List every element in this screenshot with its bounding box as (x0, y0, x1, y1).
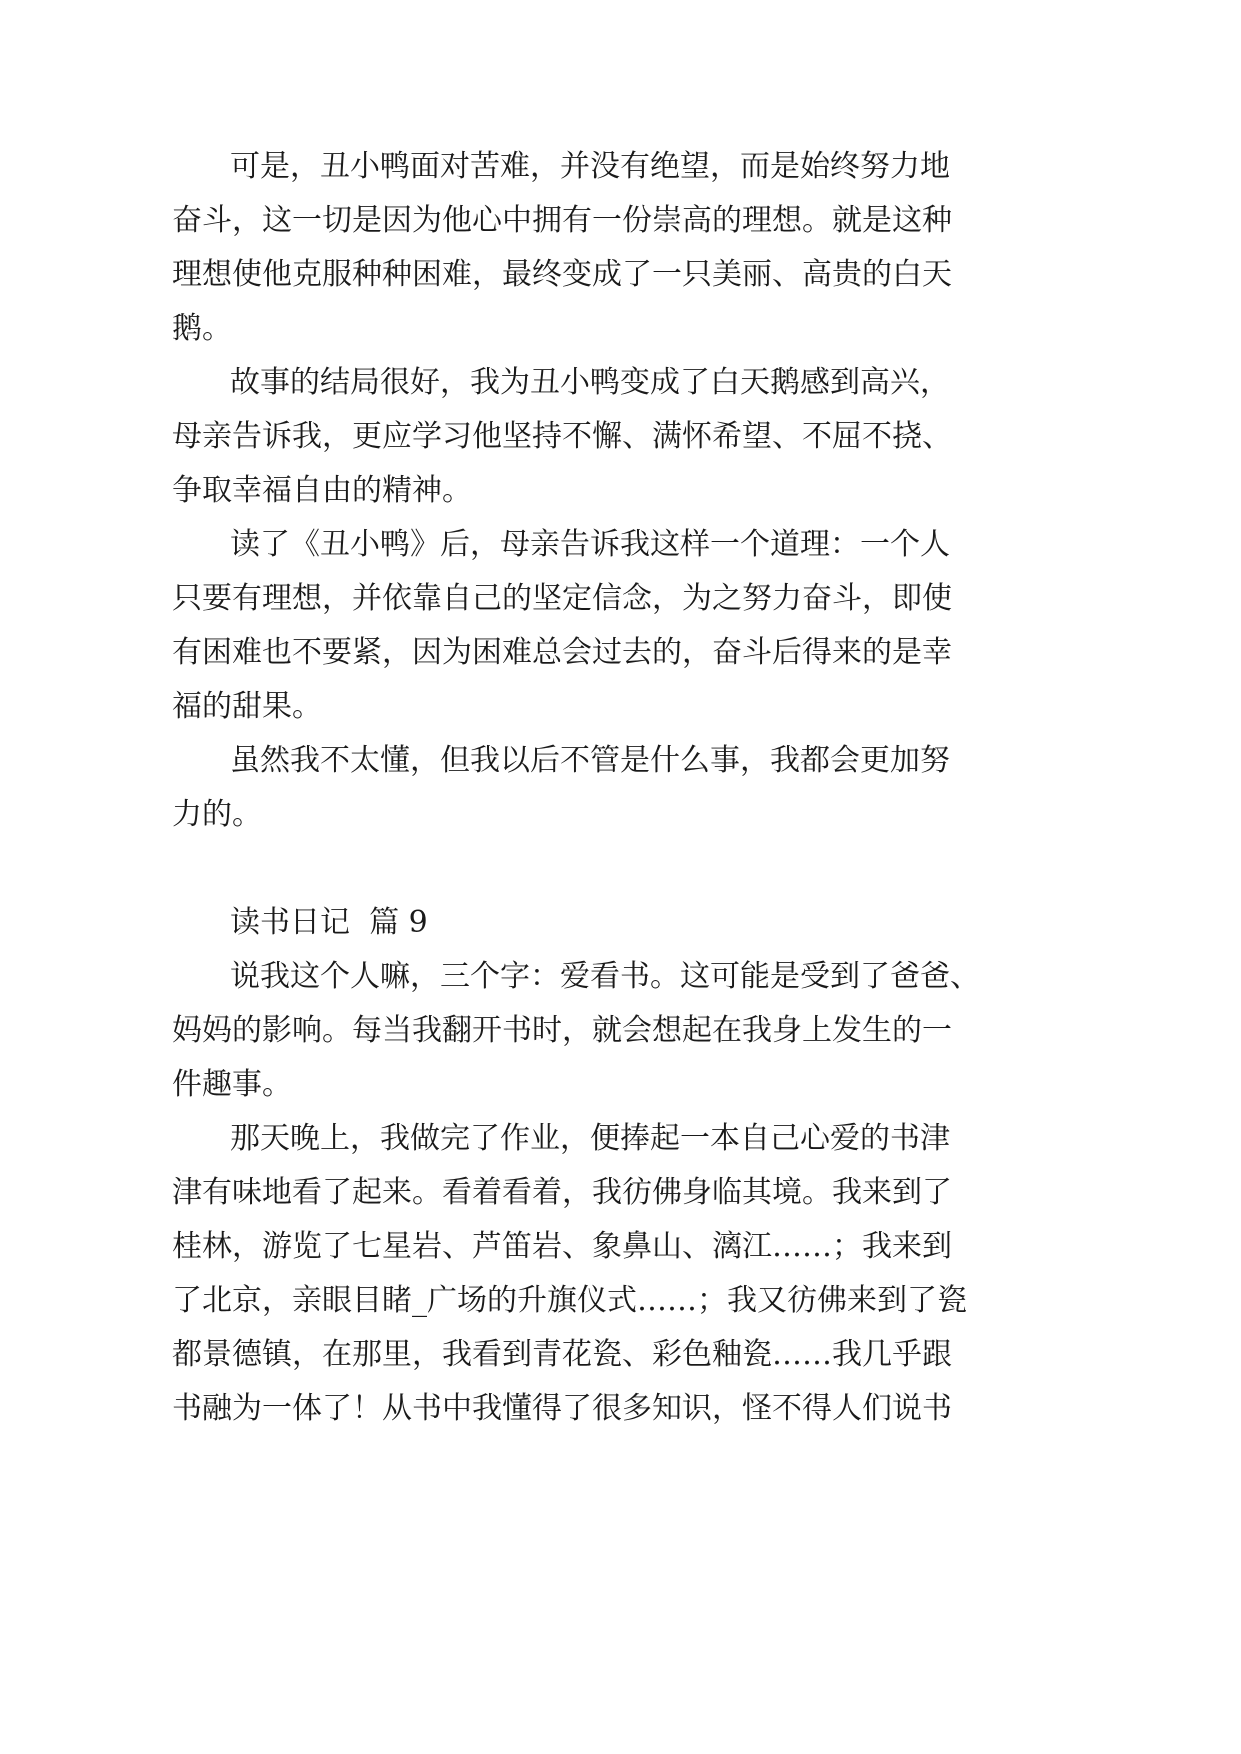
text-line: 说我这个人嘛，三个字：爱看书。这可能是受到了爸爸、 (230, 959, 980, 994)
text-line: 桂林，游览了七星岩、芦笛岩、象鼻山、漓江……；我来到 (172, 1229, 952, 1264)
text-line: 读了《丑小鸭》后，母亲告诉我这样一个道理：一个人 (230, 527, 950, 562)
text-line: 鹅。 (172, 311, 232, 346)
text-line: 理想使他克服种种困难，最终变成了一只美丽、高贵的白天 (172, 257, 952, 292)
text-line: 争取幸福自由的精神。 (172, 473, 472, 508)
text-line: 了北京，亲眼目睹_广场的升旗仪式……；我又彷佛来到了瓷 (172, 1283, 967, 1318)
text-line: 那天晚上，我做完了作业，便捧起一本自己心爱的书津 (230, 1121, 950, 1156)
text-line: 都景德镇，在那里，我看到青花瓷、彩色釉瓷……我几乎跟 (172, 1337, 952, 1372)
text-line: 奋斗，这一切是因为他心中拥有一份崇高的理想。就是这种 (172, 203, 952, 238)
text-line: 件趣事。 (172, 1067, 292, 1102)
text-line: 有困难也不要紧，因为困难总会过去的，奋斗后得来的是幸 (172, 635, 952, 670)
text-line: 力的。 (172, 797, 262, 832)
section-heading: 读书日记 篇 9 (230, 905, 428, 940)
text-line: 母亲告诉我，更应学习他坚持不懈、满怀希望、不屈不挠、 (172, 419, 952, 454)
text-line: 可是，丑小鸭面对苦难，并没有绝望，而是始终努力地 (230, 149, 950, 184)
text-line: 妈妈的影响。每当我翻开书时，就会想起在我身上发生的一 (172, 1013, 952, 1048)
text-line: 只要有理想，并依靠自己的坚定信念，为之努力奋斗，即使 (172, 581, 952, 616)
text-line: 福的甜果。 (172, 689, 322, 724)
text-line: 虽然我不太懂，但我以后不管是什么事，我都会更加努 (230, 743, 950, 778)
text-line: 书融为一体了！从书中我懂得了很多知识，怪不得人们说书 (172, 1391, 952, 1426)
text-line: 故事的结局很好，我为丑小鸭变成了白天鹅感到高兴， (230, 365, 950, 400)
text-line: 津有味地看了起来。看着看着，我彷佛身临其境。我来到了 (172, 1175, 952, 1210)
